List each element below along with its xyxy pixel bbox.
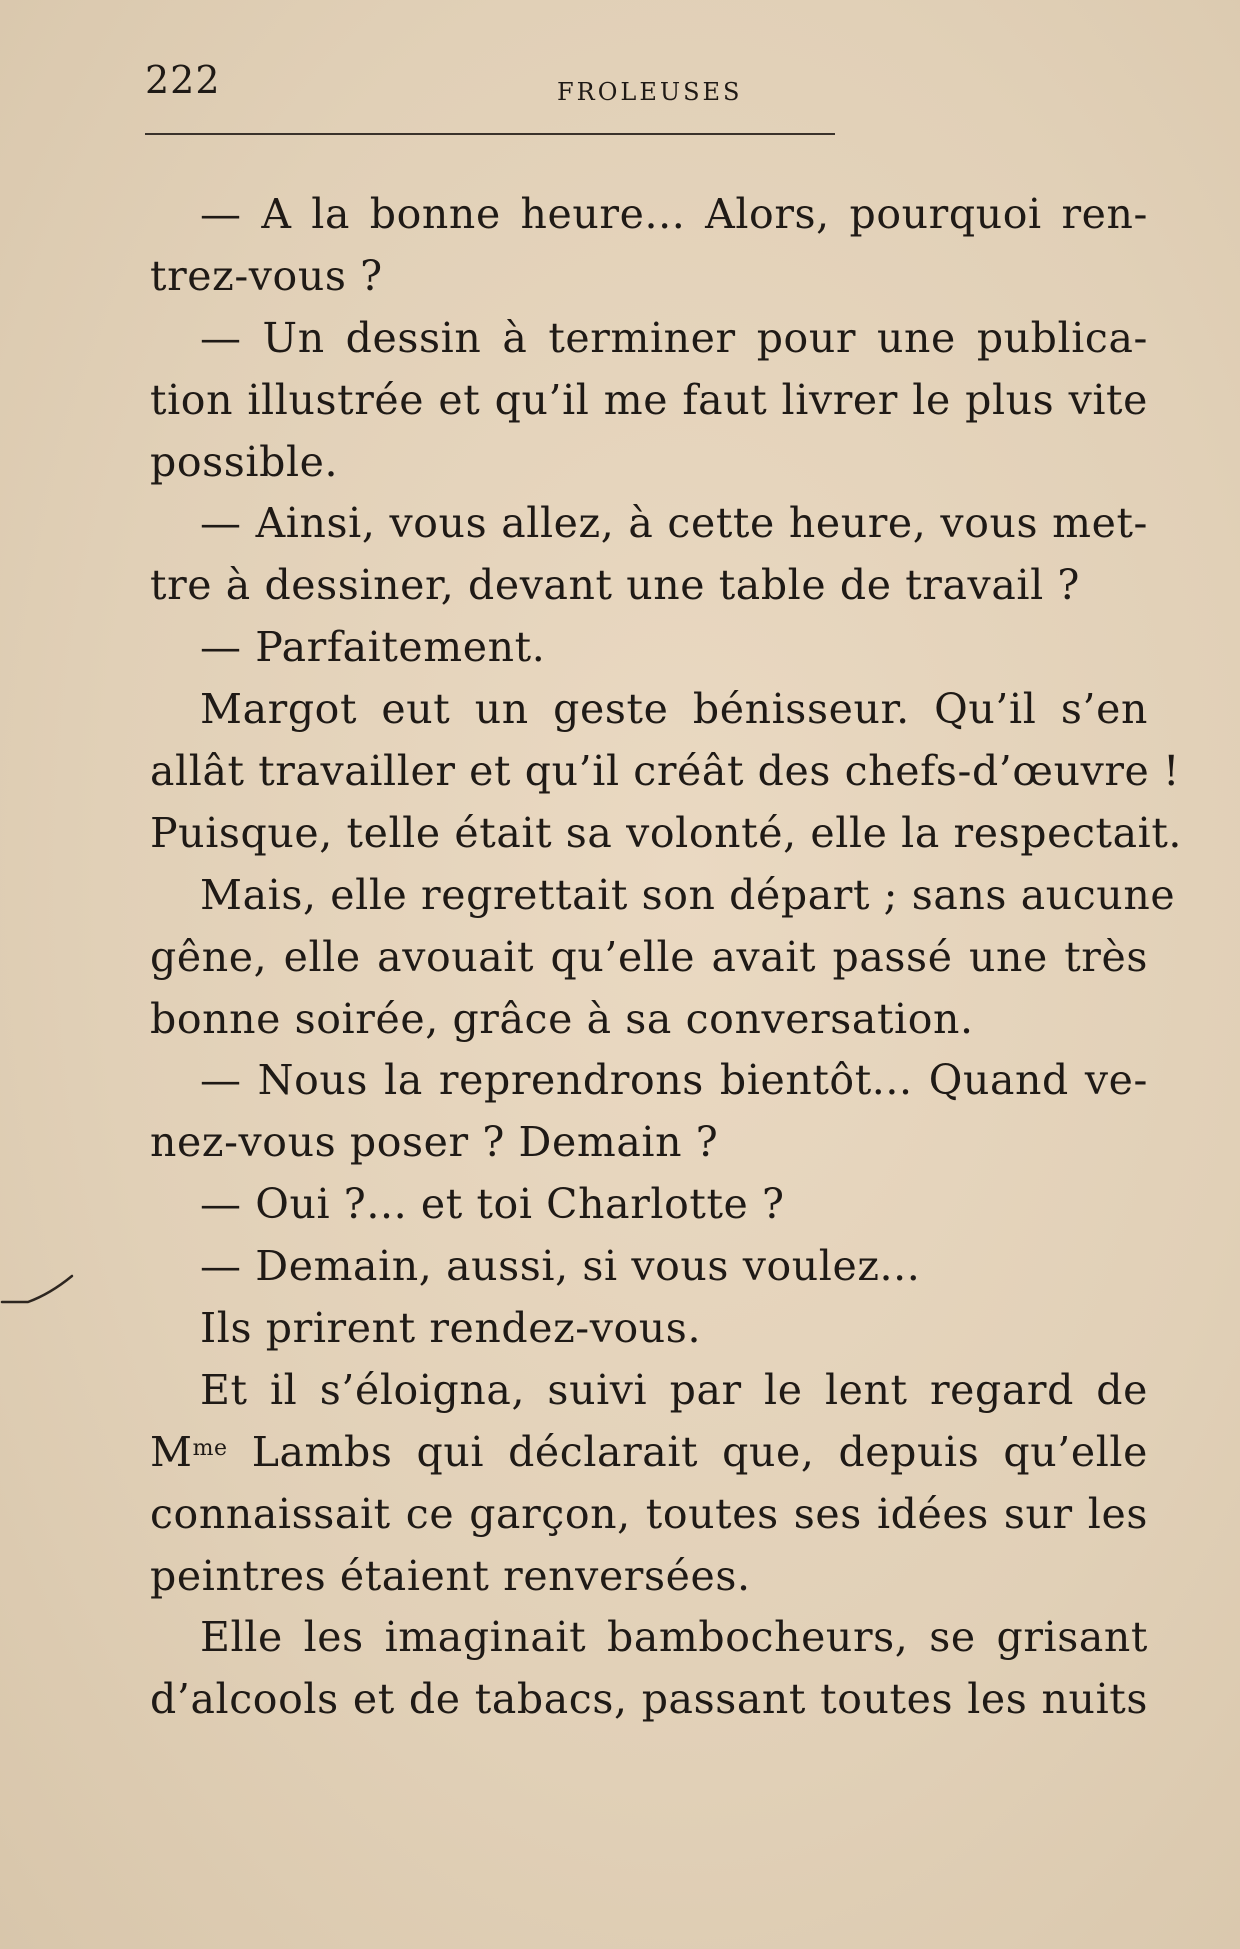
text-line: Margot eut un geste bénisseur. Qu’il s’en — [200, 685, 1148, 734]
text-line — [150, 1422, 1148, 1484]
text-line: — Ainsi, vous allez, à cette heure, vous met- — [200, 499, 1148, 548]
text-line: trez-vous ? — [150, 251, 383, 300]
text-line: peintres étaient renversées. — [150, 1551, 751, 1600]
text-line: allât travailler et qu’il créât des chefs-d’œuvre ! — [150, 747, 1181, 796]
text-line: gêne, elle avouait qu’elle avait passé une très — [150, 932, 1148, 981]
pencil-margin-mark-icon — [0, 1272, 80, 1308]
text-line: — Parfaitement. — [200, 623, 546, 672]
text-line-rest: Lambs qui déclarait que, depuis qu’elle — [251, 1427, 1148, 1476]
text-line: — Un dessin à terminer pour une publica- — [200, 313, 1148, 362]
text-line: Ils prirent rendez-vous. — [200, 1304, 702, 1353]
text-line: Mais, elle regrettait son départ ; sans aucune — [200, 870, 1176, 919]
text-line: bonne soirée, grâce à sa conversation. — [150, 994, 974, 1043]
header-rule — [145, 133, 835, 135]
text-line: connaissait ce garçon, toutes ses idées sur les — [150, 1489, 1148, 1538]
running-title: FROLEUSES — [557, 78, 743, 106]
text-line: — Nous la reprendrons bientôt... Quand ve- — [200, 1056, 1148, 1105]
text-line: — Oui ?... et toi Charlotte ? — [200, 1180, 785, 1229]
text-line: — A la bonne heure... Alors, pourquoi ren- — [200, 190, 1148, 238]
text-line: — Demain, aussi, si vous voulez... — [200, 1242, 921, 1291]
text-line: Et il s’éloigna, suivi par le lent regard de — [200, 1365, 1148, 1414]
text-line: tre à dessiner, devant une table de travail ? — [150, 561, 1081, 610]
text-line: d’alcools et de tabacs, passant toutes les nuits — [150, 1675, 1148, 1724]
page-header — [145, 58, 1145, 118]
body-text — [150, 184, 1183, 1731]
page-number: 222 — [145, 58, 221, 102]
abbrev-base: M — [150, 1427, 193, 1476]
text-line: tion illustrée et qu’il me faut livrer le plus vite — [150, 375, 1148, 424]
text-line: nez-vous poser ? Demain ? — [150, 1118, 719, 1167]
text-line: Puisque, telle était sa volonté, elle la respectait. — [150, 808, 1183, 857]
abbrev-superscript: me — [192, 1435, 228, 1461]
text-line: possible. — [150, 437, 339, 486]
text-line: Elle les imaginait bambocheurs, se grisant — [200, 1613, 1148, 1662]
